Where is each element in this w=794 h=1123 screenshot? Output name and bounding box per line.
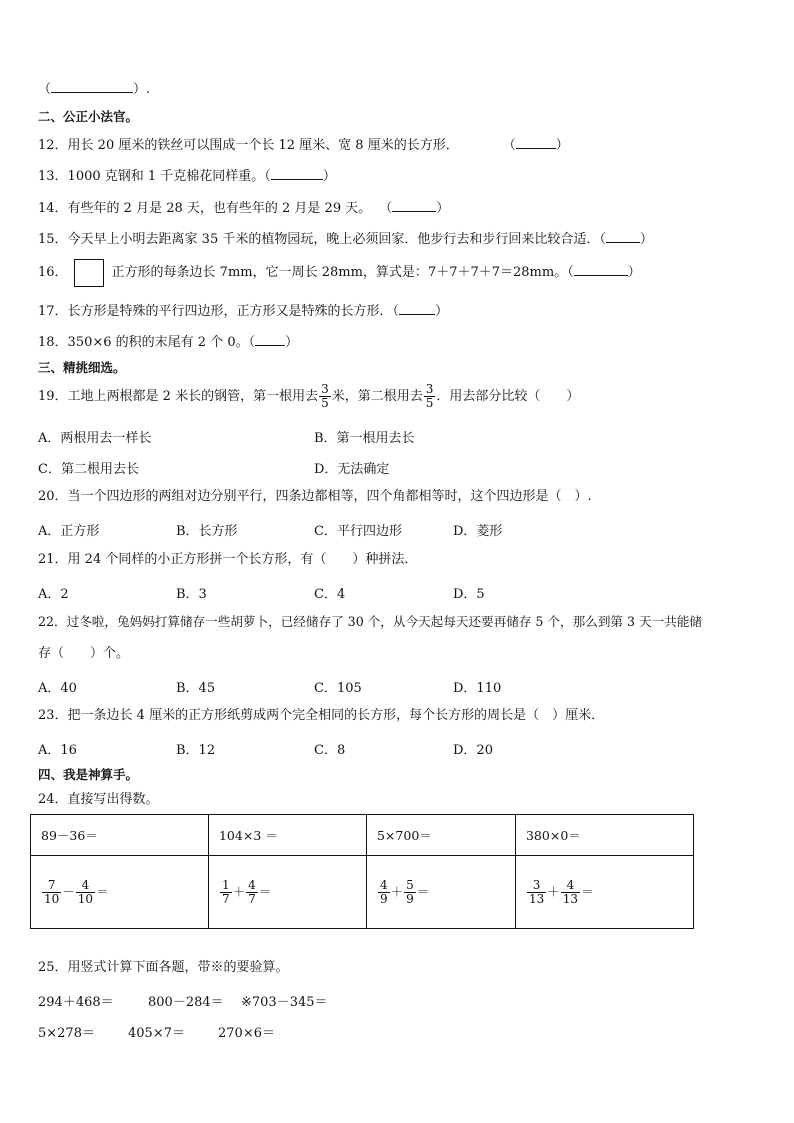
question-15: 15．今天早上小明去距离家 35 千米的植物园玩，晚上必须回家．他步行去和步行回来比较合适．（ ） (38, 232, 653, 247)
question-22-line-1: 22．过冬啦，兔妈妈打算储存一些胡萝卜，已经储存了 30 个，从今天起每天还要再储存 5 个，那么到第 3 天一共能储 (38, 614, 703, 629)
option-a[interactable]: A．16 (38, 743, 77, 758)
answer-blank[interactable] (255, 333, 285, 346)
vertical-calc-expression: 270×6＝ (218, 1026, 275, 1041)
option-c[interactable]: C．105 (314, 681, 362, 696)
question-20: 20．当一个四边形的两组对边分别平行，四条边都相等，四个角都相等时，这个四边形是（ ）. (38, 489, 592, 504)
calc-cell: 104×3 ＝ (208, 815, 366, 856)
option-a[interactable]: A．40 (38, 681, 77, 696)
vertical-calc-expression: 405×7＝ (128, 1026, 185, 1041)
option-d[interactable]: D．20 (453, 743, 493, 758)
fraction-calc-cell: $\frac{7}{10}$ － $\frac{4}{10}$ ＝ (31, 856, 209, 929)
fraction: $\frac{3}{5}$ (425, 382, 434, 410)
answer-blank[interactable] (574, 263, 628, 276)
option-b[interactable]: B．45 (176, 681, 216, 696)
section-heading-3: 三、精挑细选。 (38, 360, 126, 375)
calc-cell: 5×700＝ (366, 815, 515, 856)
question-16: 16． 正方形的每条边长 7mm，它一周长 28mm，算式是：7＋7＋7＋7＝28mm。（ ） (38, 258, 641, 288)
question-22-line-2: 存（ ）个。 (38, 646, 130, 661)
question-18: 18．350×6 的积的末尾有 2 个 0。（ ） (38, 335, 299, 350)
option-c[interactable]: C．4 (314, 587, 346, 602)
question-19: 19．工地上两根都是 2 米长的钢管，第一根用去 $\frac{3}{5}$ 米，第二根用去 $\frac{3}{5}$ ．用去部分比较（ ） (38, 382, 580, 410)
answer-blank[interactable] (516, 136, 556, 149)
section-heading-2: 二、公正小法官。 (38, 109, 139, 124)
question-21: 21．用 24 个同样的小正方形拼一个长方形，有（ ）种拼法． (38, 552, 418, 567)
option-c[interactable]: C．8 (314, 743, 346, 758)
option-a[interactable]: A．两根用去一样长 (38, 431, 152, 446)
option-d[interactable]: D．菱形 (453, 524, 503, 539)
calc-cell: 380×0＝ (515, 815, 693, 856)
option-b[interactable]: B．12 (176, 743, 216, 758)
option-a[interactable]: A．正方形 (38, 524, 100, 539)
option-b[interactable]: B．长方形 (176, 524, 238, 539)
answer-blank[interactable] (399, 302, 435, 315)
mental-math-table (30, 814, 694, 929)
question-24: 24．直接写出得数。 (38, 792, 159, 807)
answer-blank[interactable] (271, 167, 323, 180)
fraction: $\frac{3}{5}$ (321, 382, 329, 410)
fraction-calc-cell: $\frac{3}{13}$ ＋ $\frac{4}{13}$ ＝ (515, 856, 693, 929)
question-25: 25．用竖式计算下面各题，带※的要验算。 (38, 960, 289, 975)
option-c[interactable]: C．平行四边形 (314, 524, 402, 539)
vertical-calc-expression: 800－284＝ (148, 995, 224, 1010)
option-d[interactable]: D．5 (453, 587, 485, 602)
question-12: 12．用长 20 厘米的铁丝可以围成一个长 12 厘米、宽 8 厘米的长方形． （ ） (38, 138, 569, 153)
answer-blank[interactable] (606, 230, 640, 243)
option-a[interactable]: A．2 (38, 587, 69, 602)
question-17: 17．长方形是特殊的平行四边形，正方形又是特殊的长方形．（ ） (38, 304, 449, 319)
question-14: 14．有些年的 2 月是 28 天，也有些年的 2 月是 29 天。 （ ） (38, 201, 450, 216)
option-d[interactable]: D．110 (453, 681, 502, 696)
answer-blank[interactable] (51, 80, 133, 93)
calc-cell: 89－36＝ (31, 815, 209, 856)
fraction-calc-cell: $\frac{4}{9}$ ＋ $\frac{5}{9}$ ＝ (366, 856, 515, 929)
option-d[interactable]: D．无法确定 (314, 462, 390, 477)
fraction-calc-cell: $\frac{1}{7}$ ＋ $\frac{4}{7}$ ＝ (208, 856, 366, 929)
vertical-calc-expression: 5×278＝ (38, 1026, 95, 1041)
answer-blank[interactable] (392, 199, 436, 212)
top-fragment: （ ）. (38, 82, 151, 97)
section-heading-4: 四、我是神算手。 (38, 767, 139, 782)
option-b[interactable]: B．3 (176, 587, 207, 602)
option-c[interactable]: C．第二根用去长 (38, 462, 139, 477)
square-figure (74, 259, 104, 287)
question-23: 23．把一条边长 4 厘米的正方形纸剪成两个完全相同的长方形，每个长方形的周长是（ ）厘米． (38, 708, 605, 723)
question-13: 13．1000 克钢和 1 千克棉花同样重。（ ） (38, 169, 336, 184)
option-b[interactable]: B．第一根用去长 (314, 431, 415, 446)
vertical-calc-expression: 294＋468＝ (38, 995, 114, 1010)
vertical-calc-expression: ※703－345＝ (241, 995, 328, 1010)
